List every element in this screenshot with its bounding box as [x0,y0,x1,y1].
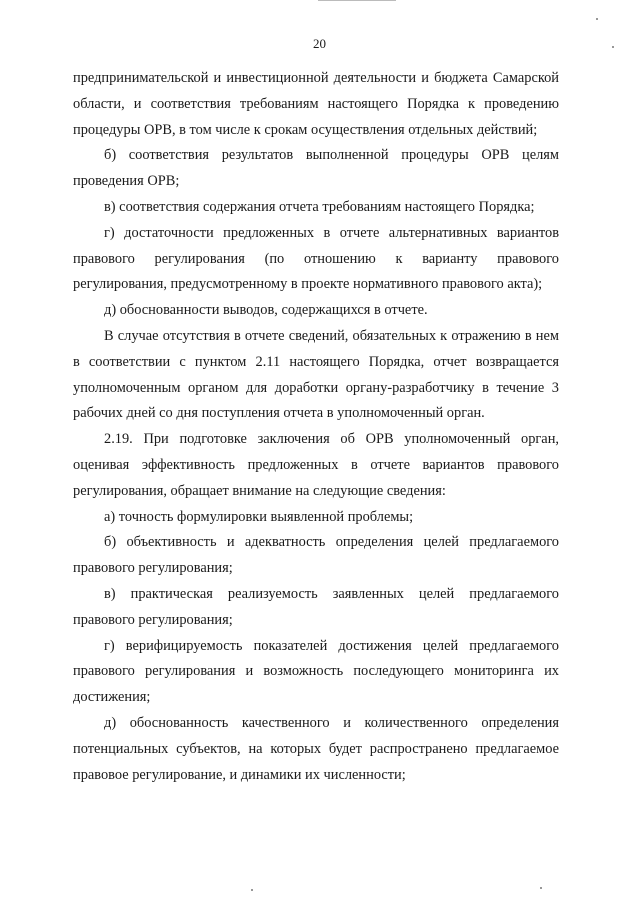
paragraph-item-g: г) достаточности предложенных в отчете альтернативных вариантов правового регулирования (по отношению к варианту правового регулирования, предусмотренному в проекте нормативного правового акта); [73,224,559,293]
paragraph-item-b: б) соответствия результатов выполненной процедуры ОРВ целям проведения ОРВ; [73,147,559,190]
scan-speck [596,18,598,20]
paragraph-item-v: в) соответствия содержания отчета требованиям настоящего Порядка; [104,198,535,215]
paragraph-return-report: В случае отсутствия в отчете сведений, обязательных к отражению в нем в соответствии с пунктом 2.11 настоящего Порядка, отчет возвращается уполномоченным органом для доработки органу-разработчику в течение 3 рабочих дней со дня поступления отчета в уполномоченный орган. [73,327,559,422]
paragraph-continuation: предпринимательской и инвестиционной деятельности и бюджета Самарской области, и соответствия требованиям настоящего Порядка к проведению процедуры ОРВ, в том числе к срокам осуществления отдельных действий; [73,70,559,138]
list-item-v: в) практическая реализуемость заявленных целей предлагаемого правового регулирования; [73,585,559,628]
list-item-d: д) обоснованность качественного и количественного определения потенциальных субъектов, на которых будет распространено предлагаемое правовое регулирование, и динамики их численности; [73,714,559,783]
list-item-b: б) объективность и адекватность определения целей предлагаемого правового регулирования; [73,534,559,577]
scan-artifact-line [318,0,396,1]
list-item-a: а) точность формулировки выявленной проблемы; [104,508,414,525]
scan-speck [251,889,253,891]
scan-speck [612,46,614,48]
document-body [73,66,559,788]
list-item-g: г) верифицируемость показателей достижения целей предлагаемого правового регулирования и возможность последующего мониторинга их достижения; [73,637,559,706]
paragraph-section-2-19: 2.19. При подготовке заключения об ОРВ уполномоченный орган, оценивая эффективность предложенных в отчете вариантов правового регулирования, обращает внимание на следующие сведения: [73,431,559,499]
scan-speck [540,887,542,889]
page-number: 20 [313,36,326,51]
paragraph-item-d: д) обоснованности выводов, содержащихся в отчете. [104,302,428,319]
